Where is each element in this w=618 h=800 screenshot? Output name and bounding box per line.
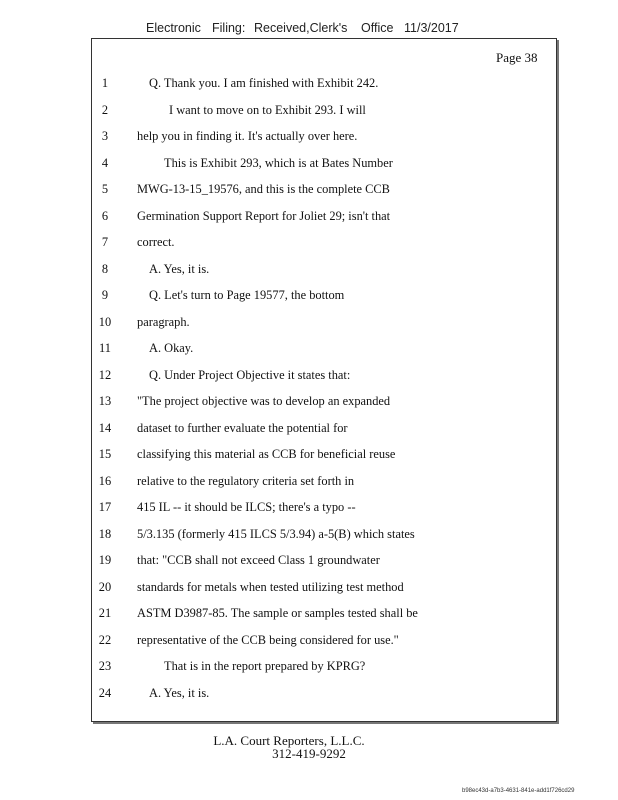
line-number: 20 [98, 579, 112, 594]
line-number: 7 [101, 235, 109, 249]
transcript-line [0, 315, 618, 335]
line-text: That is in the report prepared by KPRG? [164, 659, 366, 673]
filing-stamp [0, 21, 618, 37]
transcript-line [0, 500, 618, 520]
line-number: 3 [101, 129, 109, 143]
line-number: 13 [98, 394, 112, 408]
line-text: 415 IL -- it should be ILCS; there's a typo -- [137, 500, 356, 514]
line-number: 22 [98, 632, 112, 647]
stamp-part-office: Office [361, 21, 394, 35]
transcript-line [0, 182, 618, 202]
line-text: Q. Thank you. I am finished with Exhibit 242. [149, 76, 379, 90]
transcript-line [0, 156, 618, 176]
transcript-line [0, 580, 618, 600]
line-number: 24 [98, 685, 112, 700]
line-text: representative of the CCB being considered for use." [137, 632, 399, 647]
transcript-line [0, 394, 618, 414]
line-text: Q. Under Project Objective it states that: [149, 367, 351, 382]
transcript-line [0, 76, 618, 96]
transcript-line [0, 341, 618, 361]
line-number: 14 [98, 420, 112, 435]
line-number: 4 [101, 155, 109, 170]
line-text: relative to the regulatory criteria set forth in [137, 473, 355, 488]
line-text: I want to move on to Exhibit 293. I will [169, 102, 366, 117]
transcript-line [0, 447, 618, 467]
transcript-line [0, 633, 618, 653]
transcript-line [0, 209, 618, 229]
line-number: 12 [98, 367, 112, 382]
transcript-line [0, 686, 618, 706]
line-text: classifying this material as CCB for beneficial reuse [137, 447, 396, 461]
line-text: This is Exhibit 293, which is at Bates Number [164, 155, 393, 170]
transcript-line [0, 659, 618, 679]
transcript-line [0, 129, 618, 149]
transcript-line [0, 262, 618, 282]
line-number: 18 [98, 526, 112, 541]
line-text: Germination Support Report for Joliet 29; isn't that [137, 208, 391, 223]
transcript-line [0, 235, 618, 255]
line-text: ASTM D3987-85. The sample or samples tested shall be [137, 606, 418, 620]
line-text: correct. [137, 235, 175, 249]
line-number: 17 [98, 500, 112, 514]
line-text: MWG-13-15_19576, and this is the complete CCB [137, 182, 390, 196]
line-number: 6 [101, 208, 109, 223]
stamp-part-electronic: Electronic [146, 21, 201, 35]
line-number: 19 [98, 553, 112, 567]
line-number: 1 [101, 76, 109, 90]
stamp-part-filing: Filing: [212, 21, 246, 35]
line-number: 8 [101, 261, 109, 276]
stamp-part-date: 11/3/2017 [404, 21, 459, 35]
line-number: 2 [101, 102, 109, 117]
line-text: paragraph. [137, 314, 190, 329]
line-number: 11 [99, 341, 111, 355]
transcript-line [0, 474, 618, 494]
line-number: 5 [101, 182, 109, 196]
stamp-part-received: Received,Clerk's [254, 21, 348, 35]
footer-phone: 312-419-9292 [272, 746, 346, 761]
line-text: Q. Let's turn to Page 19577, the bottom [149, 288, 345, 302]
footer-company: L.A. Court Reporters, L.L.C. [213, 733, 365, 748]
line-text: dataset to further evaluate the potential for [137, 420, 348, 435]
transcript-line [0, 527, 618, 547]
line-text: "The project objective was to develop an expanded [137, 394, 391, 408]
line-number: 9 [101, 288, 109, 302]
line-text: help you in finding it. It's actually over here. [137, 129, 358, 143]
line-number: 23 [98, 659, 112, 673]
line-text: A. Yes, it is. [149, 685, 210, 700]
transcript-line [0, 103, 618, 123]
line-text: A. Okay. [149, 341, 194, 355]
transcript-line [0, 421, 618, 441]
transcript-line [0, 606, 618, 626]
transcript-line [0, 288, 618, 308]
line-text: standards for metals when tested utilizing test method [137, 579, 404, 594]
line-number: 10 [98, 314, 112, 329]
line-number: 15 [98, 447, 112, 461]
line-text: 5/3.135 (formerly 415 ILCS 5/3.94) a-5(B) which states [137, 526, 415, 541]
line-text: A. Yes, it is. [149, 261, 210, 276]
line-number: 16 [98, 473, 112, 488]
page-number: Page 38 [496, 50, 538, 65]
transcript-line [0, 553, 618, 573]
document-hash: b98ec43d-a7b3-4631-841e-add1f726cd29 [462, 788, 575, 794]
transcript-line [0, 368, 618, 388]
line-number: 21 [98, 606, 112, 620]
line-text: that: "CCB shall not exceed Class 1 groundwater [137, 553, 380, 567]
